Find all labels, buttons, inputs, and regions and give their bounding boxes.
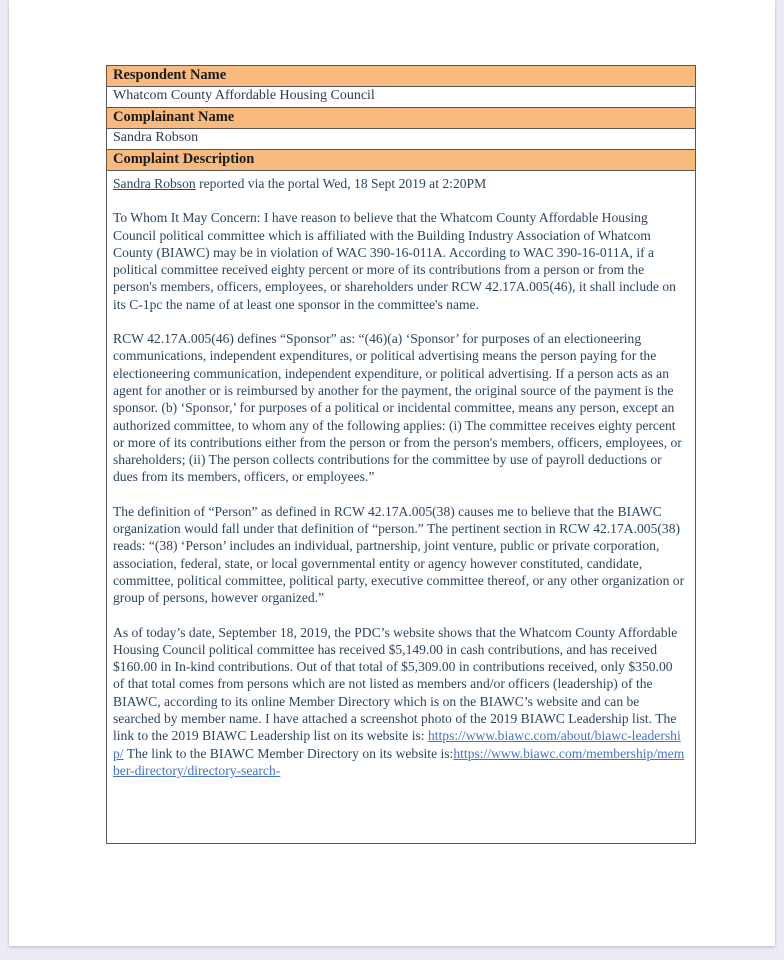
field-header-complaint-description [106,149,696,171]
complaint-paragraph-1: To Whom It May Concern: I have reason to believe that the Whatcom County Affordable Housing Council political committee which is affiliated with the Building Industry Association of Whatcom County (BIAWC) may be in violation of WAC 390-16-011A. According to WAC 390-16-011A, if a political committee received eighty percent or more of its contributions from a person or from the person's members, officers, employees, or shareholders under RCW 42.17A.005(46), it shall include on its C-1pc the name of at least one sponsor in the committee's name. [113,210,676,312]
complaint-form-table [106,65,696,844]
complaint-paragraph-2: RCW 42.17A.005(46) defines “Sponsor” as: “(46)(a) ‘Sponsor’ for purposes of an electioneering communications, independent expenditures, or political advertising means the person paying for the electioneering communication, independent expenditure, or political advertising. If a person acts as an agent for another or is reimbursed by another for the payment, the original source of the payment is the sponsor. (b) ‘Sponsor,’ for purposes of a political or incidental committee, means any person, except an authorized committee, to whom any of the following applies: (i) The committee receives eighty percent or more of its contributions either from the person or from the person's members, officers, employees, or shareholders; (ii) The person collects contributions for the committee by use of payroll deductions or dues from its members, officers, or employees.” [113,331,682,485]
document-page [9,0,775,946]
complainant-link[interactable]: Sandra Robson [113,176,196,191]
complaint-paragraph-3: The definition of “Person” as defined in RCW 42.17A.005(38) causes me to believe that the BIAWC organization would fall under that definition of “person.” The pertinent section in RCW 42.17A.005(38) reads: “(38) ‘Person’ includes an individual, partnership, joint venture, public or private corporation, association, federal, state, or local governmental entity or agency however constituted, candidate, committee, political committee, political party, executive committee thereof, or any other organization or group of persons, however organized.” [113,503,685,606]
field-value-complainant-name [106,128,696,150]
reported-line-text: reported via the portal Wed, 18 Sept 2019 at 2:20PM [195,176,487,191]
reported-line [113,175,687,192]
field-header-respondent-name [106,65,696,87]
biawc-leadership-link[interactable]: https://www.biawc.com/about/biawc-leadership/ [113,728,681,761]
biawc-member-directory-link[interactable]: https://www.biawc.com/membership/member-directory/directory-search- [113,745,685,778]
field-header-complainant-name [106,107,696,129]
paragraph-4-text-between: The link to the BIAWC Member Directory on its website is: [123,745,454,761]
field-value-respondent-name [106,86,696,108]
complainant-name-value: Sandra Robson [113,130,199,145]
respondent-name-value: Whatcom County Affordable Housing Council [113,88,375,103]
complainant-name-label: Complainant Name [113,109,235,125]
complaint-description-label: Complaint Description [113,151,255,167]
complaint-paragraph-4 [113,624,687,780]
paragraph-4-text: As of today’s date, September 18, 2019, the PDC’s website shows that the Whatcom County Affordable Housing Council political committee has received $5,149.00 in cash contributions, and has received $160.00 in In-kind contributions. Out of that total of $5,309.00 in contributions received, only $350.00 of that total comes from persons which are not listed as members and/or officers (leadership) of the BIAWC, according to its online Member Directory which is on the BIAWC’s website and can be searched by member name. I have attached a screenshot photo of the 2019 BIAWC Leadership list. The link to the 2019 BIAWC Leadership list on its website is: [113,624,678,744]
complaint-description-cell [106,170,696,844]
respondent-name-label: Respondent Name [113,67,227,83]
